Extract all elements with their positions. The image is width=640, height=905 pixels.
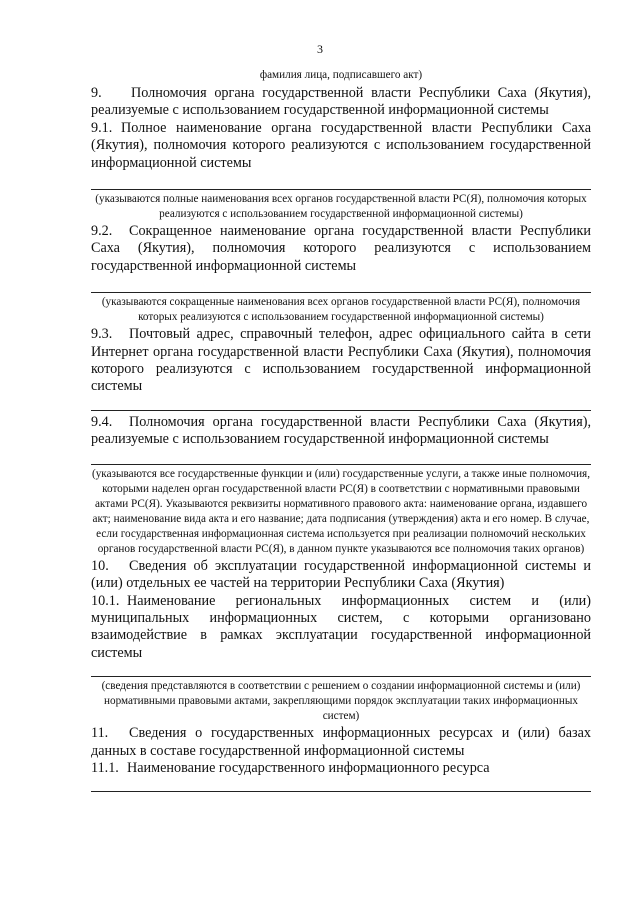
instruction-note: (указываются все государственные функции и (или) государственные услуги, а также иные полномочия, которыми наделен орган государственной власти РС(Я) в соответствии с нормативными правовыми актами РС(Я). Указываются реквизиты нормативного правового акта: наименование органа, издавшего акт; наименование вида акта и его название; дата подписания (утверждения) акта и его номер. В случае, если государственная информационная система используется при реализации полномочий нескольких органов государственной власти РС(Я), в данном пункте указываются все полномочия таких органов) bbox=[91, 467, 591, 555]
section-number: 10. bbox=[91, 557, 109, 574]
section-10-1-heading bbox=[91, 593, 591, 663]
fill-in-line bbox=[91, 791, 591, 792]
section-text: Полное наименование органа государственной власти Республики Саха (Якутия), полномочия которого реализуются с использованием государственной информационной системы bbox=[91, 119, 591, 171]
section-text: Сведения о государственных информационных ресурсах и (или) базах данных в составе государственной информационной системы bbox=[91, 725, 591, 759]
fill-in-line bbox=[91, 676, 591, 677]
section-number: 11. bbox=[91, 725, 109, 742]
section-11-1-heading bbox=[91, 760, 591, 777]
section-9-1-heading bbox=[91, 120, 591, 172]
fill-in-line bbox=[91, 464, 591, 465]
section-text: Наименование государственного информационного ресурса bbox=[127, 759, 490, 776]
section-9-3-heading bbox=[91, 326, 591, 396]
page-number: 3 bbox=[317, 42, 323, 56]
instruction-note: (указываются сокращенные наименования всех органов государственной власти РС(Я), полномочия которых реализуются с использованием государственной информационной системы) bbox=[101, 296, 581, 324]
section-number: 10.1. bbox=[91, 592, 120, 609]
instruction-note: (сведения представляются в соответствии с решением о создании информационной системы и (или) нормативными правовыми актами, закрепляющими порядок эксплуатации таких информационных систем) bbox=[101, 680, 581, 723]
section-10-heading bbox=[91, 558, 591, 593]
section-9-2-heading bbox=[91, 223, 591, 275]
section-number: 9. bbox=[91, 85, 102, 101]
section-11-heading bbox=[91, 725, 591, 760]
section-text: Сокращенное наименование органа государственной власти Республики Саха (Якутия), полномочия которого реализуются с использованием государственной информационной системы bbox=[91, 223, 591, 274]
section-text: Сведения об эксплуатации государственной информационной системы и (или) отдельных ее частей на территории Республики Саха (Якутия) bbox=[91, 557, 591, 592]
instruction-note: (указываются полные наименования всех органов государственной власти РС(Я), полномочия которых реализуются с использованием государственной информационной системы) bbox=[95, 193, 587, 221]
section-9-heading bbox=[91, 85, 591, 120]
section-text: Наименование региональных информационных систем и (или) муниципальных информационных систем, с которыми организовано взаимодействие в рамках эксплуатации государственной информационной системы bbox=[91, 592, 591, 661]
section-text: Почтовый адрес, справочный телефон, адрес официального сайта в сети Интернет органа государственной власти Республики Саха (Якутия), полномочия которого реализуются с использованием государственной информационной системы bbox=[91, 326, 591, 395]
section-text: Полномочия органа государственной власти Республики Саха (Якутия), реализуемые с использованием государственной информационной системы bbox=[91, 413, 591, 448]
section-number: 9.3. bbox=[91, 326, 113, 343]
signer-name-note: фамилия лица, подписавшего акт) bbox=[259, 69, 423, 81]
section-number: 9.1. bbox=[91, 119, 113, 136]
fill-in-line bbox=[91, 410, 591, 411]
fill-in-line bbox=[91, 292, 591, 293]
section-number: 9.2. bbox=[91, 223, 113, 240]
section-number: 11.1. bbox=[91, 759, 119, 776]
section-9-4-heading bbox=[91, 414, 591, 449]
section-text: Полномочия органа государственной власти Республики Саха (Якутия), реализуемые с использованием государственной информационной системы bbox=[91, 85, 591, 119]
fill-in-line bbox=[91, 189, 591, 190]
section-number: 9.4. bbox=[91, 413, 113, 430]
document-body bbox=[91, 64, 591, 792]
